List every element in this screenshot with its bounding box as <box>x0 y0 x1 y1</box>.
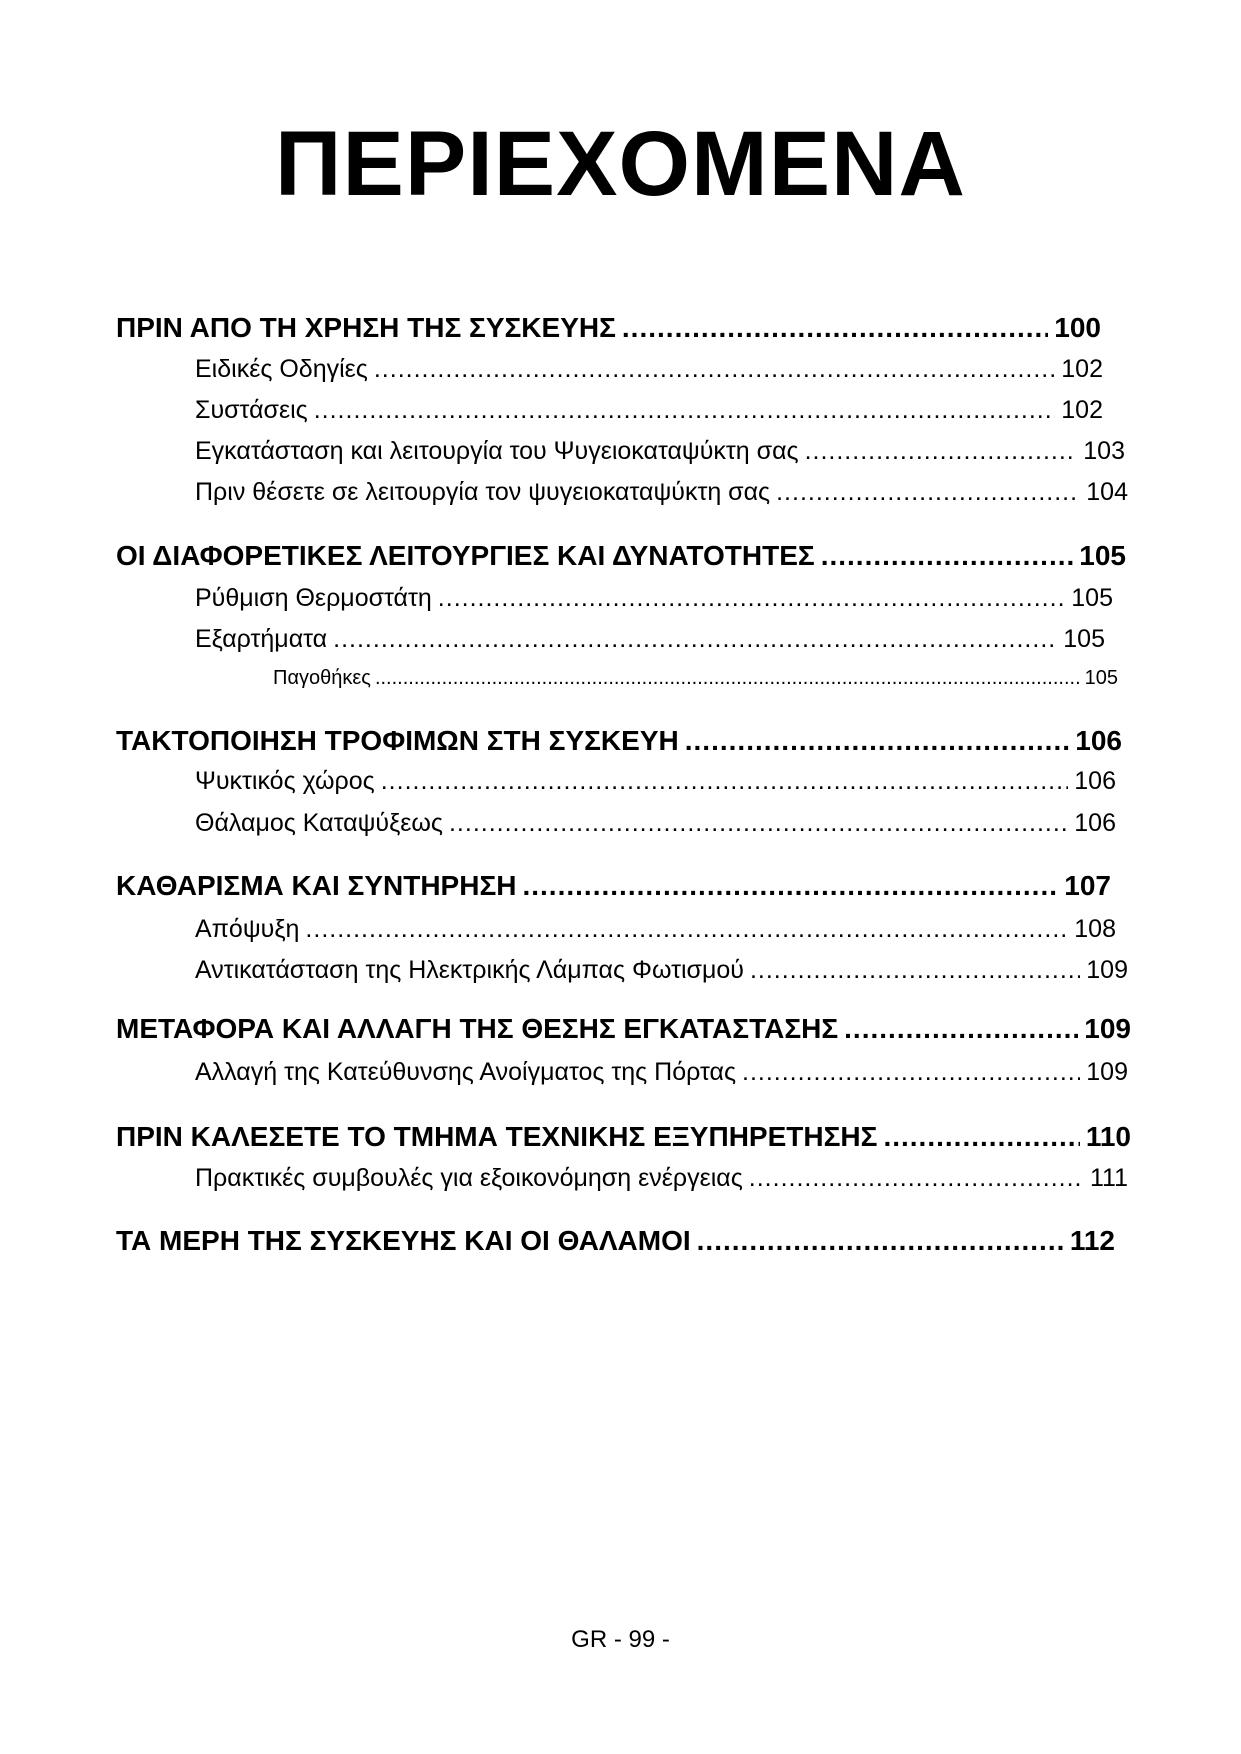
toc-section-service[interactable] <box>116 1119 1131 1155</box>
toc-section-transport[interactable] <box>116 1011 1131 1047</box>
dot-leader <box>844 1011 1078 1047</box>
dot-leader <box>742 1054 1080 1090</box>
toc-entry-defrosting[interactable] <box>195 911 1116 947</box>
toc-section-label: ΠΡΙΝ ΚΑΛΕΣΕΤΕ ΤΟ ΤΜΗΜΑ ΤΕΧΝΙΚΗΣ ΕΞΥΠΗΡΕΤΗΣΗΣ <box>116 1121 878 1152</box>
toc-section-label: ΚΑΘΑΡΙΣΜΑ ΚΑΙ ΣΥΝΤΗΡΗΣΗ <box>116 870 517 901</box>
dot-leader <box>776 474 1080 510</box>
toc-section-before-use[interactable] <box>116 310 1101 346</box>
toc-entry-ice-trays[interactable] <box>273 660 1118 696</box>
toc-page-number: 106 <box>1075 725 1122 756</box>
toc-page-number: 106 <box>1074 809 1116 837</box>
toc-page-number: 105 <box>1063 625 1105 653</box>
toc-entry-recommendations[interactable] <box>195 392 1103 428</box>
dot-leader <box>333 621 1057 657</box>
toc-entry-label: Εγκατάσταση και λειτουργία του Ψυγειοκαταψύκτη σας <box>195 437 799 465</box>
dot-leader <box>805 433 1078 469</box>
toc-page-number: 109 <box>1086 956 1128 984</box>
toc-entry-accessories[interactable] <box>195 621 1105 657</box>
toc-entry-label: Παγοθήκες <box>273 667 371 689</box>
toc-page-number: 105 <box>1084 667 1118 689</box>
dot-leader <box>305 911 1068 947</box>
toc-entry-label: Απόψυξη <box>195 915 300 943</box>
dot-leader <box>374 351 1055 387</box>
toc-page-number: 109 <box>1084 1013 1131 1044</box>
dot-leader <box>438 580 1065 616</box>
dot-leader <box>449 805 1068 841</box>
dot-leader <box>750 952 1080 988</box>
dot-leader <box>697 1223 1064 1259</box>
dot-leader <box>883 1119 1079 1155</box>
toc-entry-special-instructions[interactable] <box>195 351 1103 387</box>
toc-page-number: 107 <box>1064 870 1111 901</box>
toc-section-label: ΜΕΤΑΦΟΡΑ ΚΑΙ ΑΛΛΑΓΗ ΤΗΣ ΘΕΣΗΣ ΕΓΚΑΤΑΣΤΑΣΗΣ <box>116 1013 839 1044</box>
dot-leader <box>749 1160 1084 1196</box>
dot-leader <box>685 723 1070 759</box>
toc-page-number: 108 <box>1074 915 1116 943</box>
toc-entry-energy-saving[interactable] <box>195 1160 1128 1196</box>
toc-section-label: ΤΑ ΜΕΡΗ ΤΗΣ ΣΥΣΚΕΥΗΣ ΚΑΙ ΟΙ ΘΑΛΑΜΟΙ <box>116 1225 691 1256</box>
toc-entry-label: Πριν θέσετε σε λειτουργία τον ψυγειοκαταψύκτη σας <box>195 478 771 506</box>
toc-entry-lamp-replacement[interactable] <box>195 952 1128 988</box>
toc-entry-label: Αλλαγή της Κατεύθυνσης Ανοίγματος της Πόρτας <box>195 1058 736 1086</box>
toc-entry-refrigerator-compartment[interactable] <box>195 763 1116 799</box>
toc-section-label: ΠΡΙΝ ΑΠΟ ΤΗ ΧΡΗΣΗ ΤΗΣ ΣΥΣΚΕΥΗΣ <box>116 312 616 343</box>
toc-page-number: 103 <box>1083 437 1125 465</box>
toc-entry-label: Ρύθμιση Θερμοστάτη <box>195 584 432 612</box>
toc-entry-label: Συστάσεις <box>195 396 308 424</box>
toc-section-label: ΤΑΚΤΟΠΟΙΗΣΗ ΤΡΟΦΙΜΩΝ ΣΤΗ ΣΥΣΚΕΥΗ <box>116 725 679 756</box>
toc-page-number: 102 <box>1061 355 1103 383</box>
toc-entry-freezer-compartment[interactable] <box>195 805 1116 841</box>
toc-section-functions[interactable] <box>116 538 1126 574</box>
toc-entry-installation[interactable] <box>195 433 1125 469</box>
dot-leader <box>522 868 1058 904</box>
page-title: ΠΕΡΙΕΧΟΜΕΝΑ <box>275 113 966 215</box>
toc-section-parts[interactable] <box>116 1223 1115 1259</box>
dot-leader <box>622 310 1048 346</box>
toc-section-food-storage[interactable] <box>116 723 1122 759</box>
dot-leader <box>314 392 1056 428</box>
toc-page-number: 102 <box>1061 396 1103 424</box>
toc-entry-thermostat[interactable] <box>195 580 1113 616</box>
toc-entry-before-operation[interactable] <box>195 474 1128 510</box>
toc-entry-label: Πρακτικές συμβουλές για εξοικονόμηση ενέργειας <box>195 1164 743 1192</box>
toc-section-label: ΟΙ ΔΙΑΦΟΡΕΤΙΚΕΣ ΛΕΙΤΟΥΡΓΙΕΣ ΚΑΙ ΔΥΝΑΤΟΤΗΤΕΣ <box>116 540 815 571</box>
toc-page-number: 105 <box>1071 584 1113 612</box>
toc-page-number: 100 <box>1054 312 1101 343</box>
dot-leader <box>375 660 1081 696</box>
page-footer: GR - 99 - <box>571 1626 670 1653</box>
toc-section-cleaning[interactable] <box>116 868 1111 904</box>
toc-page-number: 110 <box>1085 1121 1131 1152</box>
toc-entry-label: Ειδικές Οδηγίες <box>195 355 368 383</box>
dot-leader <box>821 538 1074 574</box>
toc-page-number: 105 <box>1079 540 1126 571</box>
toc-page-number: 104 <box>1086 478 1128 506</box>
toc-entry-label: Θάλαμος Καταψύξεως <box>195 809 443 837</box>
toc-page-number: 111 <box>1089 1164 1128 1192</box>
toc-page-number: 112 <box>1069 1225 1115 1256</box>
toc-page-number: 106 <box>1074 767 1116 795</box>
toc-entry-door-reversal[interactable] <box>195 1054 1128 1090</box>
dot-leader <box>381 763 1069 799</box>
toc-entry-label: Αντικατάσταση της Ηλεκτρικής Λάμπας Φωτισμού <box>195 956 744 984</box>
toc-entry-label: Ψυκτικός χώρος <box>195 767 375 795</box>
toc-entry-label: Εξαρτήματα <box>195 625 328 653</box>
toc-page-number: 109 <box>1086 1058 1128 1086</box>
